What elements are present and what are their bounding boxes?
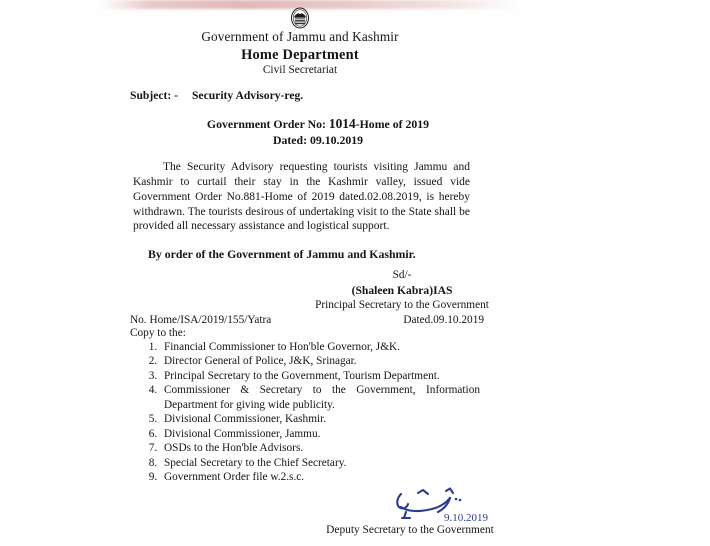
order-number-value: 1014 [328, 115, 356, 131]
reference-row [0, 314, 600, 326]
signature-block [0, 268, 600, 312]
government-emblem-icon [289, 6, 311, 29]
list-item: 7. OSDs to the Hon'ble Advisors. [160, 441, 480, 456]
sd-mark: Sd/- [392, 269, 412, 282]
signer-name: (Shaleen Kabra)IAS [351, 283, 453, 297]
subject-label: Subject: - [130, 88, 178, 102]
handwritten-date: 9.10.2019 [444, 511, 488, 524]
header-government-line: Government of Jammu and Kashmir [201, 29, 399, 44]
reference-number: No. Home/ISA/2019/155/Yatra [130, 313, 272, 326]
header-secretariat-line: Civil Secretariat [262, 63, 338, 76]
order-body-paragraph: The Security Advisory requesting tourists visiting Jammu and Kashmir to curtail their stay in the Kashmir valley, issued vide Government Order No.881-Home of 2019 dated.02.08.2019, is hereby withdrawn. The tourists desirous of undertaking visit to the State shall be provided all necessary assistance and logistical support. [133, 160, 470, 233]
list-item: 1. Financial Commissioner to Hon'ble Governor, J&K. [160, 340, 480, 355]
signer-designation: Principal Secretary to the Government [315, 299, 489, 311]
list-item: 4. Commissioner & Secretary to the Government, Information Department for giving wide publicity. [160, 383, 480, 412]
header-department-line: Home Department [241, 46, 359, 63]
copy-to-list [0, 340, 600, 485]
document-header [0, 30, 600, 77]
list-item: 8. Special Secretary to the Chief Secretary. [160, 456, 480, 471]
copy-to-label: Copy to the: [130, 326, 186, 339]
footer-signature-area [0, 488, 600, 546]
order-dated-line: Dated: 09.10.2019 [272, 132, 364, 147]
footer-designation: Deputy Secretary to the Government [326, 523, 494, 536]
list-item: 9. Government Order file w.2.s.c. [160, 470, 480, 485]
list-item: 2. Director General of Police, J&K, Srinagar. [160, 354, 480, 369]
order-number-prefix: Government Order No: [206, 116, 326, 131]
government-order-number-line [36, 115, 600, 133]
handwritten-signature-icon [388, 488, 498, 528]
by-order-line: By order of the Government of Jammu and Kashmir. [148, 247, 416, 262]
list-item: 3. Principal Secretary to the Government, Tourism Department. [160, 369, 480, 384]
order-number-suffix: -Home of 2019 [355, 116, 430, 131]
subject-row [130, 89, 600, 102]
signature-dated: Dated.09.10.2019 [403, 313, 484, 326]
list-item: 6. Divisional Commissioner, Jammu. [160, 427, 480, 442]
emblem-container [0, 6, 600, 30]
list-item: 5. Divisional Commissioner, Kashmir. [160, 412, 480, 427]
subject-value: Security Advisory-reg. [191, 88, 304, 102]
government-order-block [0, 115, 600, 149]
